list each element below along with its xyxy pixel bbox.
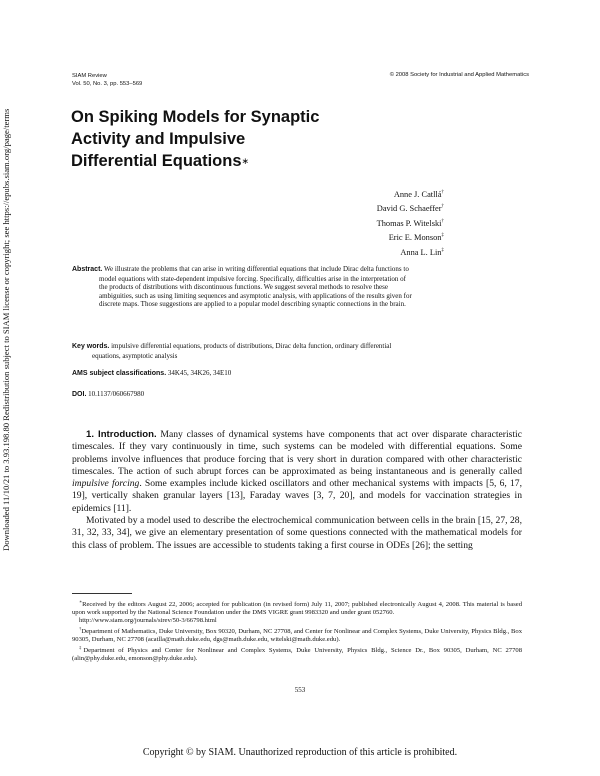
author: Anna L. Lin‡ [400, 247, 444, 257]
doi [72, 390, 144, 398]
abstract-text: We illustrate the problems that can arise in writing differential equations that include Dirac delta functions to model equations with state-dependent impulsive forcing. Specifically, difficulties arise in the interpretation of the products of distributions with discontinuous functions. We suggest several methods to resolve these ambiguities, such as using limiting sequences and asymptotic analysis, with applications of the results given for discrete maps. Those suggestions are applied to a popular model describing synaptic connections in the brain. [99, 265, 412, 309]
title-footnote-mark: ∗ [241, 156, 250, 166]
author: Anne J. Catllá† [393, 189, 444, 199]
title-line-2: Activity and Impulsive [71, 130, 246, 148]
author: David G. Schaeffer† [376, 204, 444, 214]
title-line-3: Differential Equations [71, 152, 242, 170]
doi-text: 10.1137/060667980 [88, 390, 145, 398]
ams-label: AMS subject classifications. [72, 370, 167, 377]
paper-title [71, 106, 371, 172]
ams-text: 34K45, 34K26, 34E10 [167, 369, 232, 377]
journal-name: SIAM Review [72, 73, 107, 79]
doi-label: DOI. [72, 391, 87, 398]
abstract-label: Abstract. [72, 266, 103, 273]
intro-paragraph-2: Motivated by a model used to describe the electrochemical communication between cells in the brain [15, 27, 28, 31, 32, 33, 34], we give an elementary presentation of some questions connected with the mathematical models for this class of problem. The issues are accessible to students taking a first course in ODEs [26]; the setting [72, 515, 522, 551]
intro-paragraph-1: 1. Introduction. Many classes of dynamical systems have components that act over disparate characteristic timescales. If they vary continuously in time, such systems can be modeled with differential equations. Some problems involve influences that produce forcing that is very short in duration compared with other characteristic timescales. The action of such abrupt forces can be approximated as being instantaneous and is generally called impulsive forcing. Some examples include kicked oscillators and other mechanical systems with impacts [5, 6, 17, 19], vertically shaken granular layers [13], Faraday waves [3, 7, 20], and models for vaccination strategies in epidemics [11]. [72, 429, 522, 514]
copyright-notice-top: © 2008 Society for Industrial and Applied Mathematics [389, 72, 529, 78]
title-line-1: On Spiking Models for Synaptic [71, 108, 320, 126]
copyright-footer: Copyright © by SIAM. Unauthorized reproduction of this article is prohibited. [142, 747, 458, 758]
download-notice-sidebar: Downloaded 11/10/21 to 3.93.198.80 Redistribution subject to SIAM license or copyright; see https://epubs.siam.org/page/terms [1, 108, 11, 551]
page-number: 553 [294, 686, 306, 694]
keywords-text: impulsive differential equations, products of distributions, Dirac delta function, ordinary differential equations, asymptotic analysis [92, 342, 392, 360]
journal-volume: Vol. 50, No. 3, pp. 553–569 [72, 81, 143, 87]
keywords [72, 342, 412, 360]
footnote-1: ∗Received by the editors August 22, 2006; accepted for publication (in revised form) July 11, 2007; published electronically August 4, 2008. This material is based upon work supported by the National Science Foundation under the DMS VIGRE grant 9983320 and under grant 052760. [72, 599, 522, 617]
keywords-label: Key words. [72, 343, 110, 350]
author: Eric E. Monson‡ [388, 232, 444, 242]
ams-classifications [72, 369, 231, 377]
abstract [72, 265, 412, 309]
author-list [377, 187, 444, 259]
footnote-1-url: http://www.siam.org/journals/sirev/50-3/66798.html [79, 617, 217, 624]
section-heading: 1. Introduction. [86, 429, 157, 440]
journal-header [72, 72, 142, 88]
author: Thomas P. Witelski† [376, 218, 444, 228]
footnote-divider [72, 593, 132, 594]
footnote-3: ‡Department of Physics and Center for Nonlinear and Complex Systems, Duke University, Physics Bldg., Science Dr., Box 90305, Durham, NC 27708 (alin@phy.duke.edu, emonson@phy.duke.edu). [72, 644, 522, 662]
footnotes [72, 598, 522, 663]
footnote-2: †Department of Mathematics, Duke University, Box 90320, Durham, NC 27708, and Center for Nonlinear and Complex Systems, Duke University, Physics Bldg., Box 90305, Durham, NC 27708 (acatlla@math.duke.edu, dgs@math.duke.edu, witelski@math.duke.edu). [72, 625, 522, 643]
introduction-section [72, 429, 522, 552]
